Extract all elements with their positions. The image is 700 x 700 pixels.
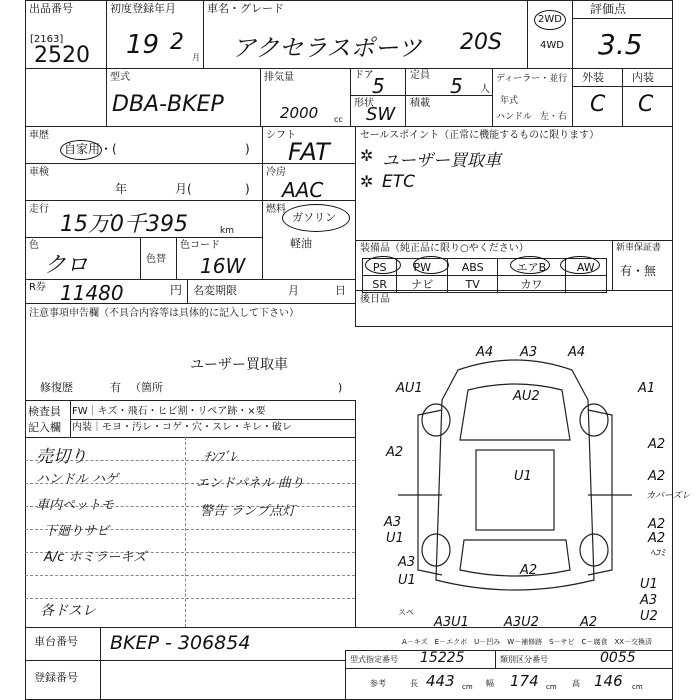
int-grade: C <box>638 92 654 117</box>
inspector-note-4: 下廻りサビ <box>44 524 110 539</box>
person-unit: 人 <box>480 84 490 95</box>
mark-cover: カバーズレ <box>646 491 691 501</box>
height-unit: cm <box>632 683 643 691</box>
recycle: 11480 <box>60 281 124 305</box>
equip-pw: PW <box>397 259 448 276</box>
notes-label: 注意事項申告欄（不具合内容等は具体的に記入して下さい） <box>29 308 299 319</box>
shift-label: シフト <box>266 130 296 141</box>
width: 174 <box>510 672 539 690</box>
history-value: 自家用・( <box>64 142 117 156</box>
equip-tv: TV <box>448 276 498 293</box>
doors-label: ドア <box>354 70 374 81</box>
class-label: 類別区分番号 <box>500 655 548 664</box>
mark-a4-left: A4 <box>476 345 494 360</box>
car-roof <box>476 450 554 530</box>
mark-u1-left-2: U1 <box>398 573 416 588</box>
score: 3.5 <box>598 28 643 61</box>
fuel-diesel: 軽油 <box>290 237 312 250</box>
mark-u1-roof: U1 <box>514 469 532 484</box>
drive-2wd: 2WD <box>538 14 562 25</box>
mark-a2-right-2: A2 <box>648 469 666 484</box>
type-cert: 15225 <box>420 650 465 666</box>
wheel-rear-right <box>580 534 608 566</box>
mark-a3-right: A3 <box>640 593 658 608</box>
warranty-label: 新車保証書 <box>616 243 662 253</box>
repair-where: （箇所 <box>130 381 163 394</box>
year-label: 年式 <box>500 96 519 106</box>
mark-a1: A1 <box>638 381 656 396</box>
equip-leather: カワ <box>498 276 565 293</box>
inspector-note-9: 警告 ランプ点灯 <box>200 504 296 519</box>
ext-label: 外装 <box>582 71 604 84</box>
inspector-note-7: ﾁﾝﾌﾞﾚ <box>204 450 237 465</box>
recycle-unit: 円 <box>170 283 183 297</box>
model: DBA-BKEP <box>112 92 224 117</box>
inspector-row-1: FW｜キズ・飛石・ヒビ割・リペア跡・×要 <box>72 406 266 417</box>
inspector-row-2: 内装｜モヨ・汚レ・コゲ・穴・スレ・キレ・破レ <box>72 422 292 433</box>
cc-unit: cc <box>334 115 343 124</box>
shaken-year: 年 <box>115 182 128 196</box>
color-label: 色 <box>29 240 39 251</box>
inspector-note-2: ハンドル ハゲ <box>36 472 119 487</box>
mark-a4-right: A4 <box>568 345 586 360</box>
history-close: ) <box>245 142 250 156</box>
history-label: 車歴 <box>29 130 49 141</box>
diagram-legend: A－キズ E－エクボ U－凹み W－補修跡 S－サビ C－腐食 XX－交換済 <box>402 638 653 646</box>
mark-a3u1: A3U1 <box>434 615 469 630</box>
capacity: 5 <box>450 74 463 98</box>
mark-dent: ﾍｺﾐ <box>650 548 665 559</box>
mark-a2-right-1: A2 <box>648 437 666 452</box>
mark-a2-bottom: A2 <box>580 615 598 630</box>
ac: AAC <box>282 178 324 202</box>
shaken-month: 月( <box>175 182 192 196</box>
repair-label: 修復歴 <box>40 381 73 394</box>
color-code: 16W <box>200 254 246 278</box>
height-label: 高 <box>572 679 580 688</box>
chassis: BKEP - 306854 <box>110 632 251 654</box>
inspector-note-1: 売切り <box>36 447 87 467</box>
shift: FAT <box>288 138 330 166</box>
mark-u1-left: U1 <box>386 531 404 546</box>
equip-airbag-circle <box>510 256 550 274</box>
equip-pw-circle <box>413 256 449 274</box>
car-name: アクセラスポーツ <box>232 34 422 62</box>
car-name-label: 車名・グレード <box>207 2 284 15</box>
mark-au2: AU2 <box>513 389 540 404</box>
warranty-opts: 有・無 <box>620 264 657 278</box>
displacement: 2000 <box>280 104 319 122</box>
reg-label: 登録番号 <box>34 671 78 684</box>
shape: SW <box>366 104 396 125</box>
wheel-front-right <box>580 404 608 436</box>
fuel-gas: ガソリン <box>292 211 336 224</box>
recycle-label: R券 <box>29 282 46 293</box>
repair-close: ) <box>338 381 343 394</box>
backseat-label: 後日品 <box>360 294 390 305</box>
chassis-label: 車台番号 <box>34 635 78 648</box>
shaken-label: 車検 <box>29 167 49 178</box>
ext-grade: C <box>590 92 606 117</box>
mark-a2-rear: A2 <box>520 563 538 578</box>
name-change-label: 名変期限 <box>193 284 237 297</box>
equip-abs: ABS <box>448 259 498 276</box>
height: 146 <box>594 672 623 690</box>
notes-text: ユーザー買取車 <box>190 357 288 373</box>
shape-label: 形状 <box>354 98 374 109</box>
km-unit: km <box>220 226 234 236</box>
inspector-label-1: 検査員 <box>28 405 61 418</box>
width-unit: cm <box>546 683 557 691</box>
load-label: 積載 <box>410 98 430 109</box>
name-change-month: 月 <box>288 284 299 297</box>
equip-navi: ナビ <box>397 276 448 293</box>
mark-a3u2: A3U2 <box>504 615 539 630</box>
equipment-label: 装備品（純正品に限り○やください） <box>360 243 529 254</box>
mark-u1-right: U1 <box>640 577 658 592</box>
dealer-label: ディーラー・並行 <box>496 74 568 84</box>
ac-label: 冷房 <box>266 167 286 178</box>
color: クロ <box>44 253 89 278</box>
mark-a3-left: A3 <box>384 515 402 530</box>
type-cert-label: 型式指定番号 <box>350 655 398 664</box>
lot-sub: [2163] <box>30 34 64 45</box>
car-grade: 20S <box>460 30 502 55</box>
sales-line-2: ETC <box>382 172 415 192</box>
car-rear-window <box>460 540 570 576</box>
width-label: 幅 <box>486 679 494 688</box>
sales-label: セールスポイント（正常に機能するものに限ります） <box>360 130 600 141</box>
displacement-label: 排気量 <box>264 72 294 83</box>
lot-label: 出品番号 <box>29 2 73 15</box>
mark-au1: AU1 <box>396 381 423 396</box>
inspector-note-6: 各ドスレ <box>40 603 96 619</box>
equip-ps-circle <box>365 256 401 274</box>
mark-a3-top: A3 <box>520 345 538 360</box>
length-label: 長 <box>410 679 418 688</box>
color-code-label: 色コード <box>180 240 220 251</box>
handle-label: ハンドル <box>496 112 533 122</box>
class-num: 0055 <box>600 650 636 666</box>
wheel-rear-left <box>422 534 450 566</box>
inspector-note-8: エンドパネル 曲り <box>196 476 304 491</box>
first-reg-year: 19 <box>126 30 160 60</box>
handle-opts: 左・右 <box>540 112 568 122</box>
sales-star-2: ✲ <box>360 172 374 191</box>
mark-a2-right-3: A2 <box>648 517 666 532</box>
wheel-front-left <box>422 404 450 436</box>
sales-line-1: ユーザー買取車 <box>382 151 501 171</box>
int-label: 内装 <box>632 71 654 84</box>
inspector-note-3: 車内ペットモ <box>36 498 115 513</box>
capacity-label: 定員 <box>410 70 430 81</box>
month-unit: 月 <box>192 53 200 62</box>
first-reg-month: 2 <box>170 30 184 55</box>
equip-aw: AW <box>565 259 606 276</box>
score-label: 評価点 <box>590 2 627 16</box>
equip-aw-circle <box>560 256 600 274</box>
color-swap-label: 色替 <box>146 254 166 265</box>
mark-a2-left: A2 <box>386 445 404 460</box>
mileage-label: 走行 <box>29 204 49 215</box>
drive-4wd: 4WD <box>540 40 564 51</box>
mark-u2-right: U2 <box>640 609 658 624</box>
doors: 5 <box>372 74 385 98</box>
mark-spare: スペ <box>398 608 414 617</box>
mark-a2-right-4: A2 <box>648 531 666 546</box>
mileage: 15万0千395 <box>60 212 188 237</box>
length-unit: cm <box>462 683 473 691</box>
dims-label: 参考 <box>370 679 386 688</box>
model-label: 型式 <box>110 72 130 83</box>
equip-ps: PS <box>363 259 397 276</box>
length: 443 <box>426 672 455 690</box>
fuel-label: 燃料 <box>266 204 286 215</box>
inspector-note-5: A/c ホミラーキズ <box>44 550 147 565</box>
equip-airbag: エアB <box>498 259 565 276</box>
lot-number: 2520 <box>34 43 90 68</box>
sales-star-1: ✲ <box>360 146 374 165</box>
shaken-close: ) <box>245 182 250 196</box>
name-change-day: 日 <box>335 284 346 297</box>
inspector-label-2: 記入欄 <box>28 421 61 434</box>
car-diagram <box>358 330 691 630</box>
mark-a3-left-2: A3 <box>398 555 416 570</box>
first-reg-label: 初度登録年月 <box>110 2 176 15</box>
equip-sr: SR <box>363 276 397 293</box>
repair-value: 有 <box>110 381 121 394</box>
